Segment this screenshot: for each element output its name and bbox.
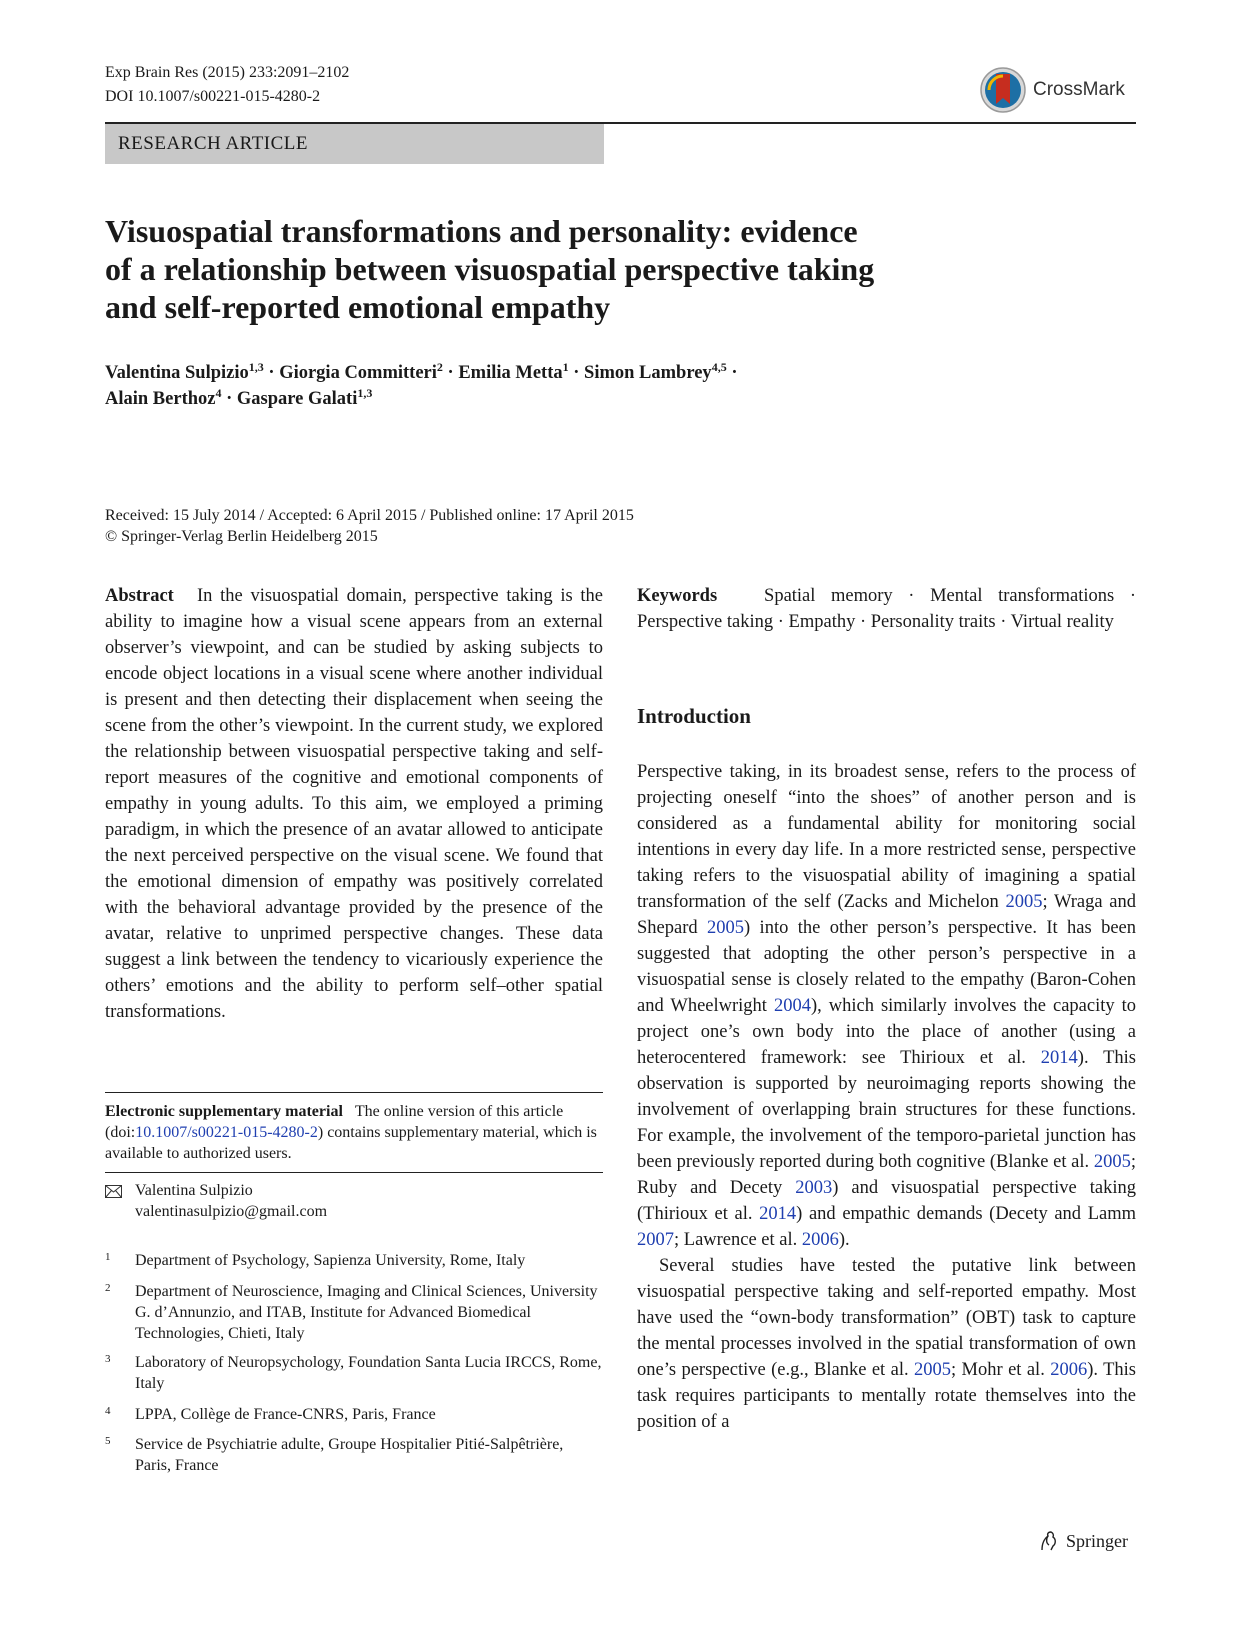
title-line: of a relationship between visuospatial perspective taking <box>105 251 875 287</box>
affiliation-text: Laboratory of Neuropsychology, Foundation Santa Lucia IRCCS, Rome, Italy <box>135 1354 602 1392</box>
citation-year-link[interactable]: 2006 <box>1050 1360 1088 1380</box>
paragraph-text: ; Mohr et al. <box>951 1360 1051 1380</box>
citation-year-link[interactable]: 2014 <box>759 1204 797 1224</box>
author-separator: · <box>568 363 585 383</box>
esm-doi-link[interactable]: 10.1007/s00221-015-4280-2 <box>135 1124 318 1141</box>
abstract-text: In the visuospatial domain, perspective taking is the ability to imagine how a visual scene appears from an external observer’s viewpoint, and can be studied by asking subjects to encode object locations in a visual scene where another individual is present and then detecting their displacement when seeing the scene from the other’s viewpoint. In the current study, we explored the relationship between visuospatial perspective taking and self-report measures of the cognitive and emotional components of empathy in young adults. To this aim, we employed a priming paradigm, in which the presence of an avatar allowed to anticipate the next perceived perspective on the visual scene. We found that the emotional dimension of empathy was positively correlated with the behavioral advantage provided by the presence of the avatar, relative to unprimed perspective changes. These data suggest a link between the tendency to vicariously experience the others’ emotions and the ability to perform self–other spatial transformations. <box>105 586 603 1022</box>
citation-year-link[interactable]: 2003 <box>795 1178 833 1198</box>
affiliation-number: 5 <box>105 1435 111 1447</box>
affiliation <box>105 1250 603 1271</box>
paragraph-text: Several studies have tested the putative link between visuospatial perspective taking and self-reported empathy. Most have used the “own-body transformation” (OBT) task to capture the mental processes involved in the spatial transformation of own one’s perspective (e.g., Blanke et al. <box>637 1256 1136 1380</box>
citation-year-link[interactable]: 2004 <box>773 996 811 1016</box>
paragraph-text: ). <box>838 1230 850 1250</box>
author-separator: · <box>221 389 237 409</box>
citation-year-link[interactable]: 2005 <box>707 918 745 938</box>
affiliation-text: Department of Neuroscience, Imaging and Clinical Sciences, University G. d’Annunzio, and ITAB, Institute for Advanced Biomedical Technologies, Chieti, Italy <box>135 1283 598 1342</box>
affiliation-text: Service de Psychiatrie adulte, Groupe Hospitalier Pitié-Salpêtrière, Paris, France <box>135 1436 564 1474</box>
section-heading-introduction: Introduction <box>637 704 751 728</box>
citation-year-link[interactable]: 2005 <box>1005 892 1043 912</box>
esm-text: The online version of this article (doi: <box>105 1103 564 1141</box>
author-name[interactable]: Valentina Sulpizio <box>105 363 249 383</box>
history-dates: Received: 15 July 2014 / Accepted: 6 April 2015 / Published online: 17 April 2015 <box>105 507 634 524</box>
crossmark-icon <box>979 66 1027 114</box>
correspondence-rule <box>105 1172 603 1173</box>
affiliation-text: LPPA, Collège de France-CNRS, Paris, France <box>135 1406 436 1423</box>
keywords-label: Keywords <box>637 586 718 606</box>
copyright-line: © Springer-Verlag Berlin Heidelberg 2015 <box>105 528 378 545</box>
paragraph-text: ) into the other person’s perspective. It has been suggested that adopting the other person’s perspective in a visuospatial sense is closely related to the empathy (Baron-Cohen and Wheelwright <box>637 918 1137 1016</box>
affiliation-number: 3 <box>105 1353 111 1365</box>
correspondence-email[interactable]: valentinasulpizio@gmail.com <box>135 1203 328 1220</box>
affiliation-number: 1 <box>105 1251 111 1263</box>
paragraph-text: ; Lawrence et al. <box>674 1230 802 1250</box>
author-name[interactable]: Alain Berthoz <box>105 389 216 409</box>
author-name[interactable]: Giorgia Committeri <box>279 363 437 383</box>
author-affiliation: 4,5 <box>711 360 727 374</box>
affiliation-text: Department of Psychology, Sapienza University, Rome, Italy <box>135 1252 526 1269</box>
article-type-banner: RESEARCH ARTICLE <box>105 124 604 164</box>
author-separator: · <box>263 363 280 383</box>
introduction-body <box>637 759 1136 1435</box>
title-line: and self-reported emotional empathy <box>105 289 611 325</box>
author-name[interactable]: Gaspare Galati <box>236 389 358 409</box>
paragraph-text: ) and visuospatial perspective taking (Thirioux et al. <box>637 1178 1136 1224</box>
esm-text: ) contains supplementary material, which is available to authorized users. <box>105 1124 597 1162</box>
publisher-logo <box>1038 1530 1128 1552</box>
title-line: Visuospatial transformations and personality: evidence <box>105 213 858 249</box>
affiliation <box>105 1281 603 1344</box>
author-affiliation: 1,3 <box>357 386 373 400</box>
citation-year-link[interactable]: 2005 <box>1093 1152 1131 1172</box>
author-list <box>105 360 1005 412</box>
keywords-text: Spatial memory · Mental transformations · Perspective taking · Empathy · Personality traits · Virtual reality <box>637 586 1136 632</box>
supplementary-note <box>105 1101 603 1164</box>
article-history <box>105 505 1005 547</box>
paragraph-text: ; Wraga and Shepard <box>637 892 1136 938</box>
citation-year-link[interactable]: 2006 <box>801 1230 839 1250</box>
paragraph-text: ). This observation is supported by neuroimaging reports showing the involvement of overlapping brain structures for these functions. For example, the involvement of the temporo-parietal junction has been previously reported during both cognitive (Blanke et al. <box>637 1048 1136 1172</box>
correspondence <box>105 1180 603 1222</box>
abstract <box>105 583 603 1025</box>
abstract-label: Abstract <box>105 586 174 606</box>
publisher-name: Springer <box>1066 1530 1128 1551</box>
affiliation <box>105 1434 603 1476</box>
paragraph-text: ; Ruby and Decety <box>637 1152 1136 1198</box>
envelope-icon <box>105 1185 122 1198</box>
doi[interactable]: DOI 10.1007/s00221-015-4280-2 <box>105 88 321 105</box>
paragraph-text: Perspective taking, in its broadest sense, refers to the process of projecting oneself “into the shoes” of another person and is considered as a fundamental ability for monitoring social intentions in every day life. In a more restricted sense, perspective taking refers to the visuospatial ability of imagining a spatial transformation of the self (Zacks and Michelon <box>637 762 1136 912</box>
author-affiliation: 2 <box>436 360 443 374</box>
paragraph <box>637 759 1136 1253</box>
paragraph-text: ) and empathic demands (Decety and Lamm <box>796 1204 1136 1224</box>
article-title <box>105 212 985 326</box>
springer-horse-icon <box>1038 1530 1060 1552</box>
correspondence-name: Valentina Sulpizio <box>135 1182 253 1199</box>
crossmark-badge[interactable] <box>979 62 1139 118</box>
crossmark-label: CrossMark <box>1033 79 1125 100</box>
affiliation-number: 2 <box>105 1282 111 1294</box>
affiliation <box>105 1404 603 1425</box>
author-name[interactable]: Simon Lambrey <box>584 363 712 383</box>
author-affiliation: 1,3 <box>248 360 264 374</box>
esm-rule <box>105 1092 603 1093</box>
citation-year-link[interactable]: 2005 <box>914 1360 951 1380</box>
author-affiliation: 1 <box>562 360 569 374</box>
citation-year-link[interactable]: 2007 <box>637 1230 674 1250</box>
paragraph-text: ), which similarly involves the capacity to project one’s own body into the place of another (using a heterocentered framework: see Thirioux et al. <box>637 996 1137 1068</box>
author-line <box>105 360 1005 386</box>
author-affiliation: 4 <box>215 386 222 400</box>
esm-label: Electronic supplementary material <box>105 1103 343 1120</box>
affiliation-number: 4 <box>105 1405 111 1417</box>
author-separator: · <box>442 363 459 383</box>
keywords <box>637 583 1136 635</box>
paragraph-text: ). This task requires participants to mentally rotate themselves into the position of a <box>637 1360 1137 1432</box>
affiliation <box>105 1352 603 1394</box>
author-separator: · <box>726 363 738 383</box>
paragraph <box>637 1253 1136 1435</box>
citation-year-link[interactable]: 2014 <box>1040 1048 1078 1068</box>
author-line <box>105 386 1005 412</box>
journal-citation: Exp Brain Res (2015) 233:2091–2102 <box>105 64 350 81</box>
author-name[interactable]: Emilia Metta <box>458 363 563 383</box>
